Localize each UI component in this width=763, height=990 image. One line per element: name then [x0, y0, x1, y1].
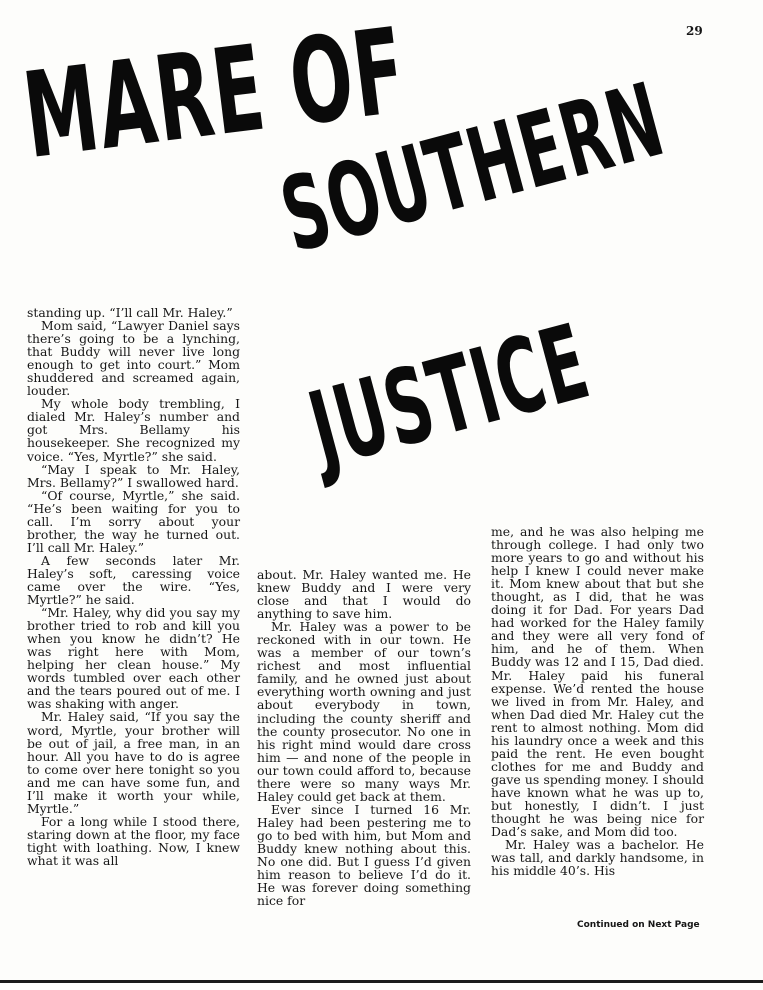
text-column-3	[491, 525, 704, 877]
paragraph: Mr. Haley was a power to be reckoned with in our town. He was a member of our town’s richest and most influential family, and he owned just about everything worth owning and just about everybody in town, including the county sheriff and the county prosecutor. No one in his right mind would dare cross him — and none of the people in our town could afford to, because there were so many ways Mr. Haley could get back at them.	[257, 619, 471, 804]
text-column-1	[27, 306, 240, 867]
paragraph: me, and he was also helping me through college. I had only two more years to go and without his help I knew I could never make it. Mom knew about that but she thought, as I did, that he was doing it for Dad. For years Dad had worked for the Haley family and they were all very fond of him, and he of them. When Buddy was 12 and I 15, Dad died. Mr. Haley paid his funeral expense. We’d rented the house we lived in from Mr. Haley, and when Dad died Mr. Haley cut the rent to almost nothing. Mom did his laundry once a week and this paid the rent. He even bought clothes for me and Buddy and gave us spending money. I should have known what he was up to, but honestly, I didn’t. I just thought he was being nice for Dad’s sake, and Mom did too.	[491, 524, 704, 840]
paragraph: about. Mr. Haley wanted me. He knew Buddy and I were very close and that I would do anything to save him.	[257, 567, 471, 622]
text-column-2	[257, 568, 471, 907]
paragraph: Mr. Haley was a bachelor. He was tall, and darkly handsome, in his middle 40’s. His	[491, 837, 704, 879]
bottom-rule	[0, 980, 763, 983]
paragraph: “Of course, Myrtle,” she said. “He’s been waiting for you to call. I’m sorry about your brother, the way he turned out. I’ll call Mr. Haley.”	[27, 487, 240, 555]
paragraph: A few seconds later Mr. Haley’s soft, caressing voice came over the wire. “Yes, Myrtle?” he said.	[27, 552, 240, 608]
paragraph: Mr. Haley said, “If you say the word, Myrtle, your brother will be out of jail, a free man, in an hour. All you have to do is agree to come over here tonight so you and me can have some fun, and I’ll make it worth your while, Myrtle.”	[27, 709, 240, 816]
page-number: 29	[686, 24, 703, 38]
paragraph: For a long while I stood there, staring down at the floor, my face tight with loathing. Now, I knew what it was all	[27, 813, 240, 868]
paragraph: Ever since I turned 16 Mr. Haley had been pestering me to go to bed with him, but Mom and Buddy knew nothing about this. No one did. But I guess I’d given him reason to believe I’d do it. He was forever doing something nice for	[257, 801, 471, 909]
paragraph: standing up. “I’ll call Mr. Haley.”	[27, 305, 233, 320]
headline-line-2: SOUTHERN	[269, 60, 676, 277]
paragraph: My whole body trembling, I dialed Mr. Haley’s number and got Mrs. Bellamy his housekeeper. She recognized my voice. “Yes, Myrtle?” she said.	[27, 396, 240, 464]
paragraph: Mom said, “Lawyer Daniel says there’s going to be a lynching, that Buddy will never live long enough to get into court.” Mom shuddered and screamed again, louder.	[27, 318, 240, 399]
continued-note: Continued on Next Page	[577, 920, 700, 930]
headline-line-3: JUSTICE	[297, 300, 602, 492]
paragraph: “Mr. Haley, why did you say my brother tried to rob and kill you when you know he didn’t? He was right here with Mom, helping her clean house.” My words tumbled over each other and the tears poured out of me. I was shaking with anger.	[27, 605, 240, 712]
headline-line-1: MARE OF	[16, 1, 413, 186]
paragraph: “May I speak to Mr. Haley, Mrs. Bellamy?” I swallowed hard.	[27, 461, 240, 490]
